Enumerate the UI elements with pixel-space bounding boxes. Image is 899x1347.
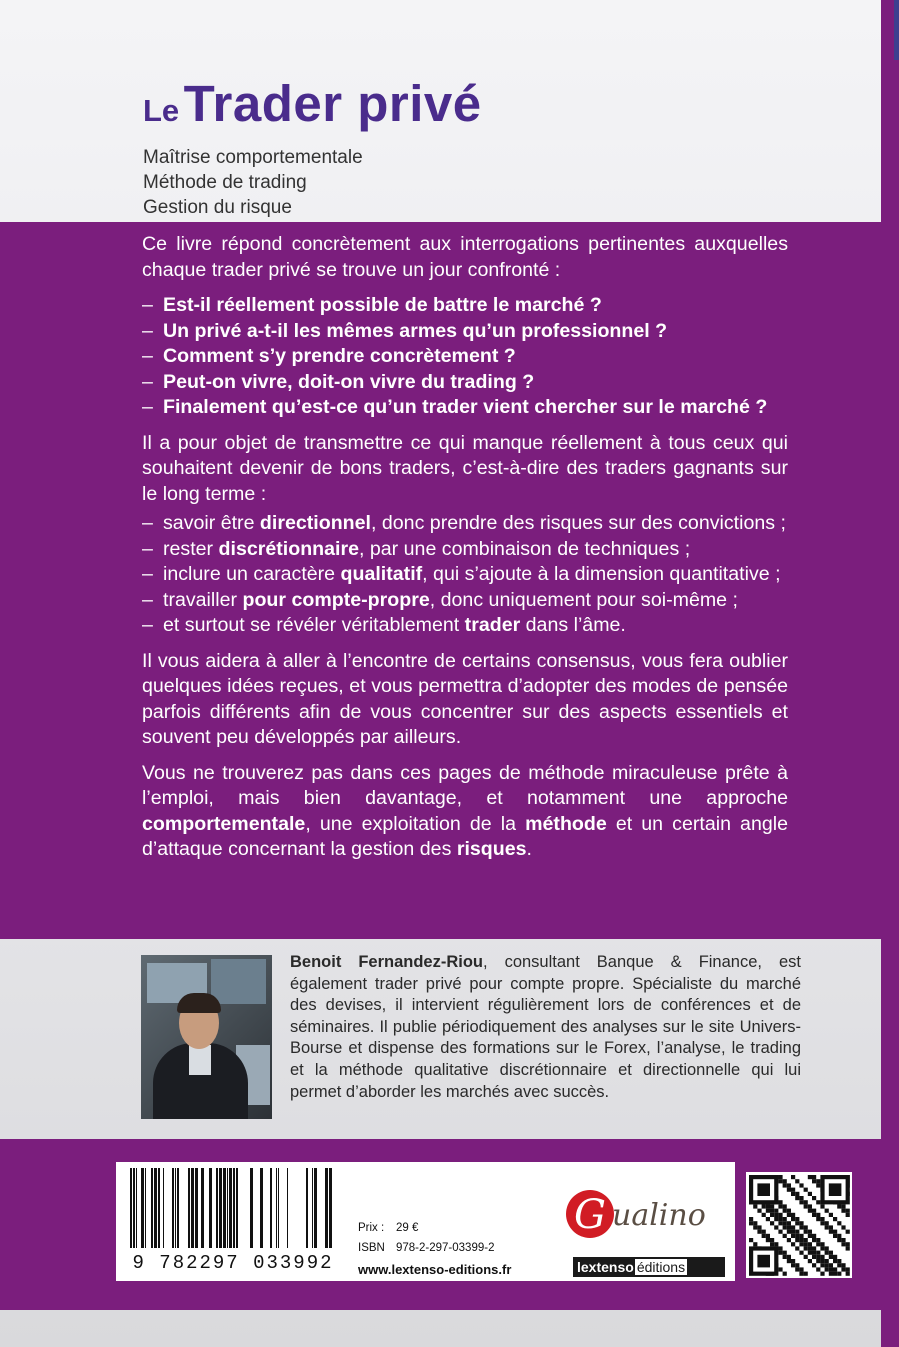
title-main: Trader privé <box>183 75 482 132</box>
title-prefix: Le <box>143 93 180 128</box>
trait-item: – rester discrétionnaire, par une combinaison de techniques ; <box>142 537 788 563</box>
logo-letter: G <box>574 1192 606 1238</box>
imprint-suffix: éditions <box>636 1259 686 1275</box>
question-list <box>142 293 788 421</box>
lextenso-logo <box>573 1257 725 1277</box>
trait-item: – inclure un caractère qualitatif, qui s’ajoute à la dimension quantitative ; <box>142 562 788 588</box>
qr-code <box>746 1172 852 1278</box>
author-collar <box>189 1045 211 1075</box>
imprint-name: lextenso <box>577 1259 634 1275</box>
intro-paragraph: Ce livre répond concrètement aux interrogations pertinentes auxquelles chaque trader privé se trouve un jour confronté : <box>142 233 788 281</box>
question-item: – Est-il réellement possible de battre le marché ? <box>142 293 788 319</box>
price-label: Prix : <box>358 1222 385 1234</box>
isbn-label: ISBN <box>358 1242 385 1254</box>
logo-wordmark: ualino <box>612 1198 706 1233</box>
author-bio <box>290 952 801 1103</box>
author-hair <box>177 993 221 1013</box>
monitor-image <box>211 959 266 1004</box>
price-block <box>358 1218 494 1258</box>
spine-edge <box>881 0 899 1347</box>
trait-item: – savoir être directionnel, donc prendre des risques sur des convictions ; <box>142 511 788 537</box>
question-item: – Comment s’y prendre concrètement ? <box>142 344 788 370</box>
subtitle-line: Maîtrise comportementale <box>143 147 363 168</box>
subtitle-line: Méthode de trading <box>143 172 307 193</box>
closing-paragraph: Vous ne trouverez pas dans ces pages de méthode miraculeuse prête à l’emploi, mais bien davantage, et notamment une approche comportementale, une exploitation de la méthode et un certain angle d’attaque concernant la gestion des risques. <box>142 761 788 860</box>
question-item: – Peut-on vivre, doit-on vivre du trading ? <box>142 370 788 396</box>
book-title <box>143 74 482 133</box>
barcode-bars <box>116 1162 350 1252</box>
question-item: – Finalement qu’est-ce qu’un trader vient chercher sur le marché ? <box>142 395 788 421</box>
spine-accent <box>894 0 899 60</box>
help-paragraph: Il vous aidera à aller à l’encontre de certains consensus, vous fera oublier quelques idées reçues, et vous permettra d’adopter des modes de pensée parfois différents afin de vous concentrer sur des aspects essentiels et souvent peu développés par ailleurs. <box>142 649 788 748</box>
publisher-website: www.lextenso-editions.fr <box>358 1262 512 1277</box>
price-value: 29 € <box>396 1222 419 1234</box>
trait-item: – travailler pour compte-propre, donc uniquement pour soi-même ; <box>142 588 788 614</box>
barcode-number: 9 782297 033992 <box>132 1252 334 1274</box>
qr-code-pattern <box>746 1172 852 1278</box>
gualino-logo <box>566 1184 736 1244</box>
author-photo <box>141 955 272 1119</box>
trait-list <box>142 511 788 639</box>
subtitle-list <box>143 145 363 220</box>
question-item: – Un privé a-t-il les mêmes armes qu’un professionnel ? <box>142 319 788 345</box>
description-text <box>142 232 788 873</box>
subtitle-line: Gestion du risque <box>143 197 292 218</box>
author-bio-text: , consultant Banque & Finance, est également trader privé pour compte propre. Spécialiste du marché des devises, il intervient régulièrement lors de conférences et de séminaires. Il publie périodiquement des analyses sur le site Univers-Bourse et dispense des formations sur le Forex, l’analyse, le trading et la méthode qualitative discrétionnaire et directionnelle qui lui permet d’aborder les marchés avec succès. <box>290 953 801 1101</box>
purpose-paragraph: Il a pour objet de transmettre ce qui manque réellement à tous ceux qui souhaitent devenir de bons traders, c’est-à-dire des traders gagnants sur le long terme : <box>142 431 788 505</box>
isbn-value: 978-2-297-03399-2 <box>396 1242 495 1254</box>
trait-item: – et surtout se révéler véritablement trader dans l’âme. <box>142 613 788 639</box>
author-name: Benoit Fernandez-Riou <box>290 953 483 971</box>
